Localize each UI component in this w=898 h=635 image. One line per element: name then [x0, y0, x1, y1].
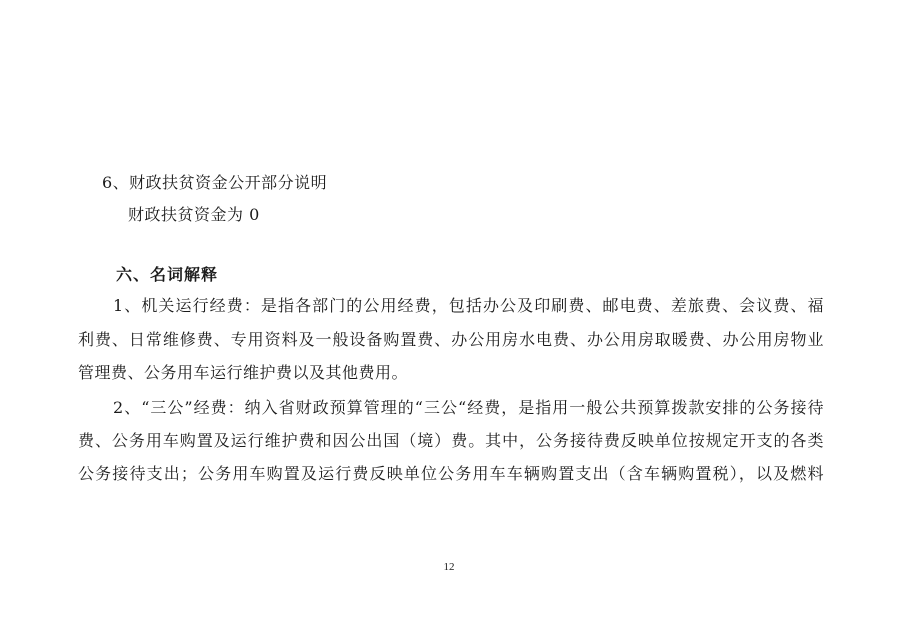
- section-6-heading: 6、财政扶贫资金公开部分说明: [102, 173, 328, 192]
- section-6-body: 财政扶贫资金为 0: [128, 205, 260, 224]
- glossary-item-2-line-3: 公务接待支出；公务用车购置及运行费反映单位公务用车车辆购置支出（含车辆购置税），以及燃料: [78, 464, 824, 483]
- glossary-item-1-line-2: 利费、日常维修费、专用资料及一般设备购置费、办公用房水电费、办公用房取暖费、办公用房物业: [78, 330, 824, 349]
- glossary-heading: 六、名词解释: [116, 265, 219, 284]
- page-number: 12: [443, 561, 455, 573]
- glossary-item-2-line-1: 2、“三公”经费：纳入省财政预算管理的“三公“经费，是指用一般公共预算拨款安排的公务接待: [113, 398, 824, 417]
- glossary-item-1-line-3: 管理费、公务用车运行维护费以及其他费用。: [78, 363, 409, 382]
- glossary-item-1-line-1: 1、机关运行经费：是指各部门的公用经费，包括办公及印刷费、邮电费、差旅费、会议费、福: [113, 296, 824, 315]
- glossary-item-2-line-2: 费、公务用车购置及运行维护费和因公出国（境）费。其中，公务接待费反映单位按规定开支的各类: [78, 431, 824, 450]
